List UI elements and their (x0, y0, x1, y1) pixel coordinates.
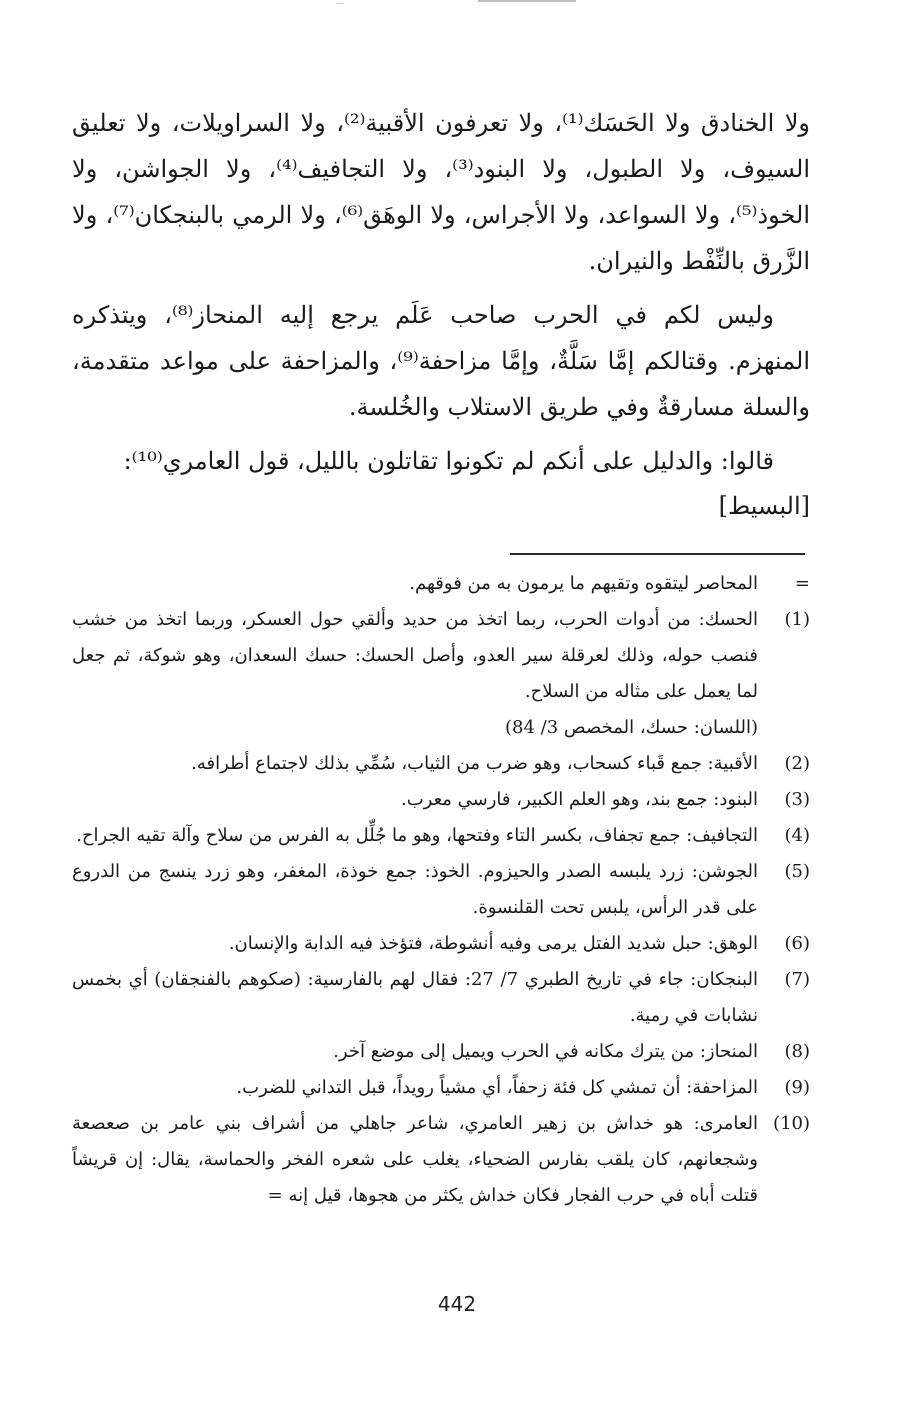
footnote-text: الأقبية: جمع قَباء كسحاب، وهو ضرب من الثياب، سُمِّي بذلك لاجتماع أطرافه. (191, 753, 758, 774)
footnote-text: العامرى: هو خداش بن زهير العامري، شاعر جاهلي من أشراف بني عامر بن صعصعة وشجعانهم، كان يلقب بفارس الضحياء، يغلب على شعره الفخر والحماسة، يقال: إن قريشاً قتلت أباه في حرب الفجار فكان خداش يكثر من هجوها، قيل إنه = (72, 1113, 758, 1206)
page-number: 442 (437, 1292, 477, 1316)
footnote-1 (72, 602, 810, 710)
footnote-continuation (72, 566, 810, 602)
footnote-number: (9) (784, 1077, 810, 1098)
footnote-3 (72, 782, 810, 818)
footnote-7 (72, 962, 810, 1034)
footnote-text: المنحاز: من يترك مكانه في الحرب ويميل إلى موضع آخر. (333, 1041, 758, 1062)
main-text (72, 100, 810, 526)
footnote-text: الحسك: من أدوات الحرب، ربما اتخذ من حديد وألقي حول العسكر، وربما اتخذ من خشب فنصب حوله، وذلك لعرقلة سير العدو، وأصل الحسك: حسك السعدان، وهو شوكة، ثم جعل لما يعمل على مثاله من السلاح. (72, 609, 758, 702)
footnote-number: (1) (784, 609, 810, 630)
meter-label: [البسيط] (718, 492, 810, 520)
footnote-5 (72, 854, 810, 926)
footnote-separator (510, 553, 805, 555)
footnote-number: = (794, 573, 810, 594)
footnote-text: الجوشن: زرد يلبسه الصدر والحيزوم. الخوذ: جمع خوذة، المغفر، وهو زرد ينسج من الدروع على قدر الرأس، يلبس تحت القلنسوة. (72, 861, 758, 918)
footnote-text: الوهق: حبل شديد الفتل يرمى وفيه أنشوطة، فتؤخذ فيه الدابة والإنسان. (228, 933, 758, 954)
footnote-text: البنجكان: جاء في تاريخ الطبري 7/ 27: فقال لهم بالفارسية: (صكوهم بالفنجقان) أي بخمس نشابات في رمية. (72, 969, 758, 1026)
footnote-text: المحاصر ليتقوه وتقيهم ما يرمون به من فوقهم. (409, 573, 758, 594)
footnote-2 (72, 746, 810, 782)
footnote-number: (3) (784, 789, 810, 810)
footnote-8 (72, 1034, 810, 1070)
paragraph-1: ولا الخنادق ولا الحَسَك⁽¹⁾، ولا تعرفون الأقبية⁽²⁾، ولا السراويلات، ولا تعليق السيوف، ولا الطبول، ولا البنود⁽³⁾، ولا التجافيف⁽⁴⁾، ولا الجواشن، ولا الخوذ⁽⁵⁾، ولا السواعد، ولا الأجراس، ولا الوهَق⁽⁶⁾، ولا الرمي بالبنجكان⁽⁷⁾، ولا الزَّرق بالنِّفْط والنيران. (72, 109, 811, 275)
paragraph-3: قالوا: والدليل على أنكم لم تكونوا تقاتلون بالليل، قول العامري⁽¹⁰⁾: (123, 447, 774, 475)
footnote-text: التجافيف: جمع تجفاف، بكسر التاء وفتحها، وهو ما جُلِّل به الفرس من سلاح وآلة تقيه الجراح. (76, 825, 758, 846)
footnote-number: (5) (784, 861, 810, 882)
scan-edge-mark (478, 0, 576, 2)
footnote-number: (10) (773, 1113, 810, 1134)
footnote-number: (8) (784, 1041, 810, 1062)
footnote-number: (6) (784, 933, 810, 954)
footnote-number: (4) (784, 825, 810, 846)
footnote-number: (2) (784, 753, 810, 774)
scan-edge-mark-small (336, 3, 344, 4)
paragraph-2: وليس لكم في الحرب صاحب عَلَم يرجع إليه المنحاز⁽⁸⁾، ويتذكره المنهزم. وقتالكم إمَّا سَلَّةٌ، وإمَّا مزاحفة⁽⁹⁾، والمزاحفة على مواعد متقدمة، والسلة مسارقةٌ وفي طريق الاستلاب والخُلسة. (72, 301, 810, 421)
footnote-6 (72, 926, 810, 962)
footnote-9 (72, 1070, 810, 1106)
footnote-1-source (72, 710, 810, 746)
footnote-number: (7) (784, 969, 810, 990)
footnotes (72, 566, 810, 1214)
footnote-text: البنود: جمع بند، وهو العلم الكبير، فارسي معرب. (400, 789, 758, 810)
footnote-4 (72, 818, 810, 854)
footnote-text: (اللسان: حسك، المخصص 3/ 84) (505, 717, 758, 738)
footnote-10 (72, 1106, 810, 1214)
footnote-text: المزاحفة: أن تمشي كل فئة زحفاً، أي مشياً رويداً، قبل التداني للضرب. (236, 1077, 758, 1098)
